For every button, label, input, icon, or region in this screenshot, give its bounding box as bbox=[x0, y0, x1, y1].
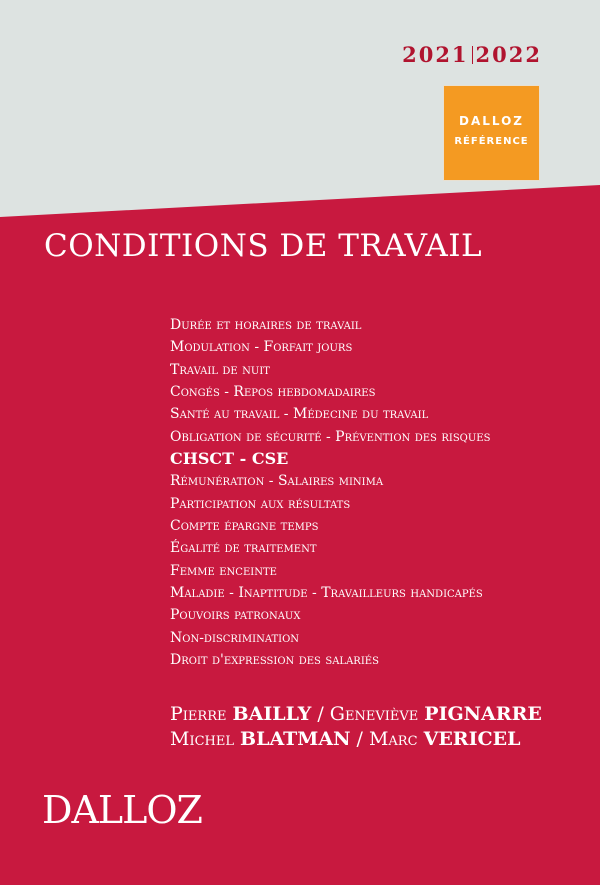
dalloz-logo: DALLOZ bbox=[42, 788, 202, 832]
dalloz-reference-badge bbox=[443, 85, 540, 181]
author-first-name: Pierre bbox=[170, 703, 227, 725]
topic-item: Égalité de traitement bbox=[170, 540, 317, 557]
topic-item: Obligation de sécurité - Prévention des risques bbox=[170, 428, 491, 445]
topic-item: Modulation - Forfait jours bbox=[170, 339, 353, 356]
author-last-name: VERICEL bbox=[423, 728, 521, 750]
book-title: CONDITIONS DE TRAVAIL bbox=[44, 228, 483, 264]
topic-item: Durée et horaires de travail bbox=[170, 317, 362, 333]
year-separator bbox=[472, 46, 473, 64]
topic-item: Femme enceinte bbox=[170, 562, 277, 579]
edition-years bbox=[402, 42, 542, 67]
authors-line-1 bbox=[170, 702, 542, 727]
topic-item: CHSCT - CSE bbox=[170, 449, 289, 469]
topics-list bbox=[170, 314, 490, 672]
author-last-name: BAILLY bbox=[232, 703, 312, 725]
year-start: 2021 bbox=[402, 42, 469, 67]
topic-item: Pouvoirs patronaux bbox=[170, 607, 301, 624]
author-last-name: BLATMAN bbox=[240, 728, 351, 750]
badge-line-1: DALLOZ bbox=[458, 114, 524, 128]
year-end: 2022 bbox=[475, 42, 542, 67]
authors-line-2 bbox=[170, 727, 542, 752]
author-first-name: Marc bbox=[368, 728, 418, 750]
authors bbox=[170, 702, 542, 752]
topic-item: Non-discrimination bbox=[170, 629, 300, 646]
badge-line-2: RÉFÉRENCE bbox=[454, 136, 529, 147]
author-first-name: Geneviève bbox=[329, 703, 419, 725]
topic-item: Congés - Repos hebdomadaires bbox=[170, 384, 376, 401]
topic-item: Maladie - Inaptitude - Travailleurs handicapés bbox=[170, 585, 483, 602]
author-separator: / bbox=[317, 703, 324, 725]
topic-item: Droit d'expression des salariés bbox=[170, 652, 379, 669]
topic-item: Travail de nuit bbox=[170, 361, 270, 378]
topic-item: Santé au travail - Médecine du travail bbox=[170, 406, 429, 423]
topic-item: Participation aux résultats bbox=[170, 495, 351, 512]
author-last-name: PIGNARRE bbox=[424, 703, 542, 725]
topic-item: Rémunération - Salaires minima bbox=[170, 473, 384, 490]
author-first-name: Michel bbox=[170, 728, 234, 750]
topic-item: Compte épargne temps bbox=[170, 518, 319, 535]
author-separator: / bbox=[356, 728, 363, 750]
